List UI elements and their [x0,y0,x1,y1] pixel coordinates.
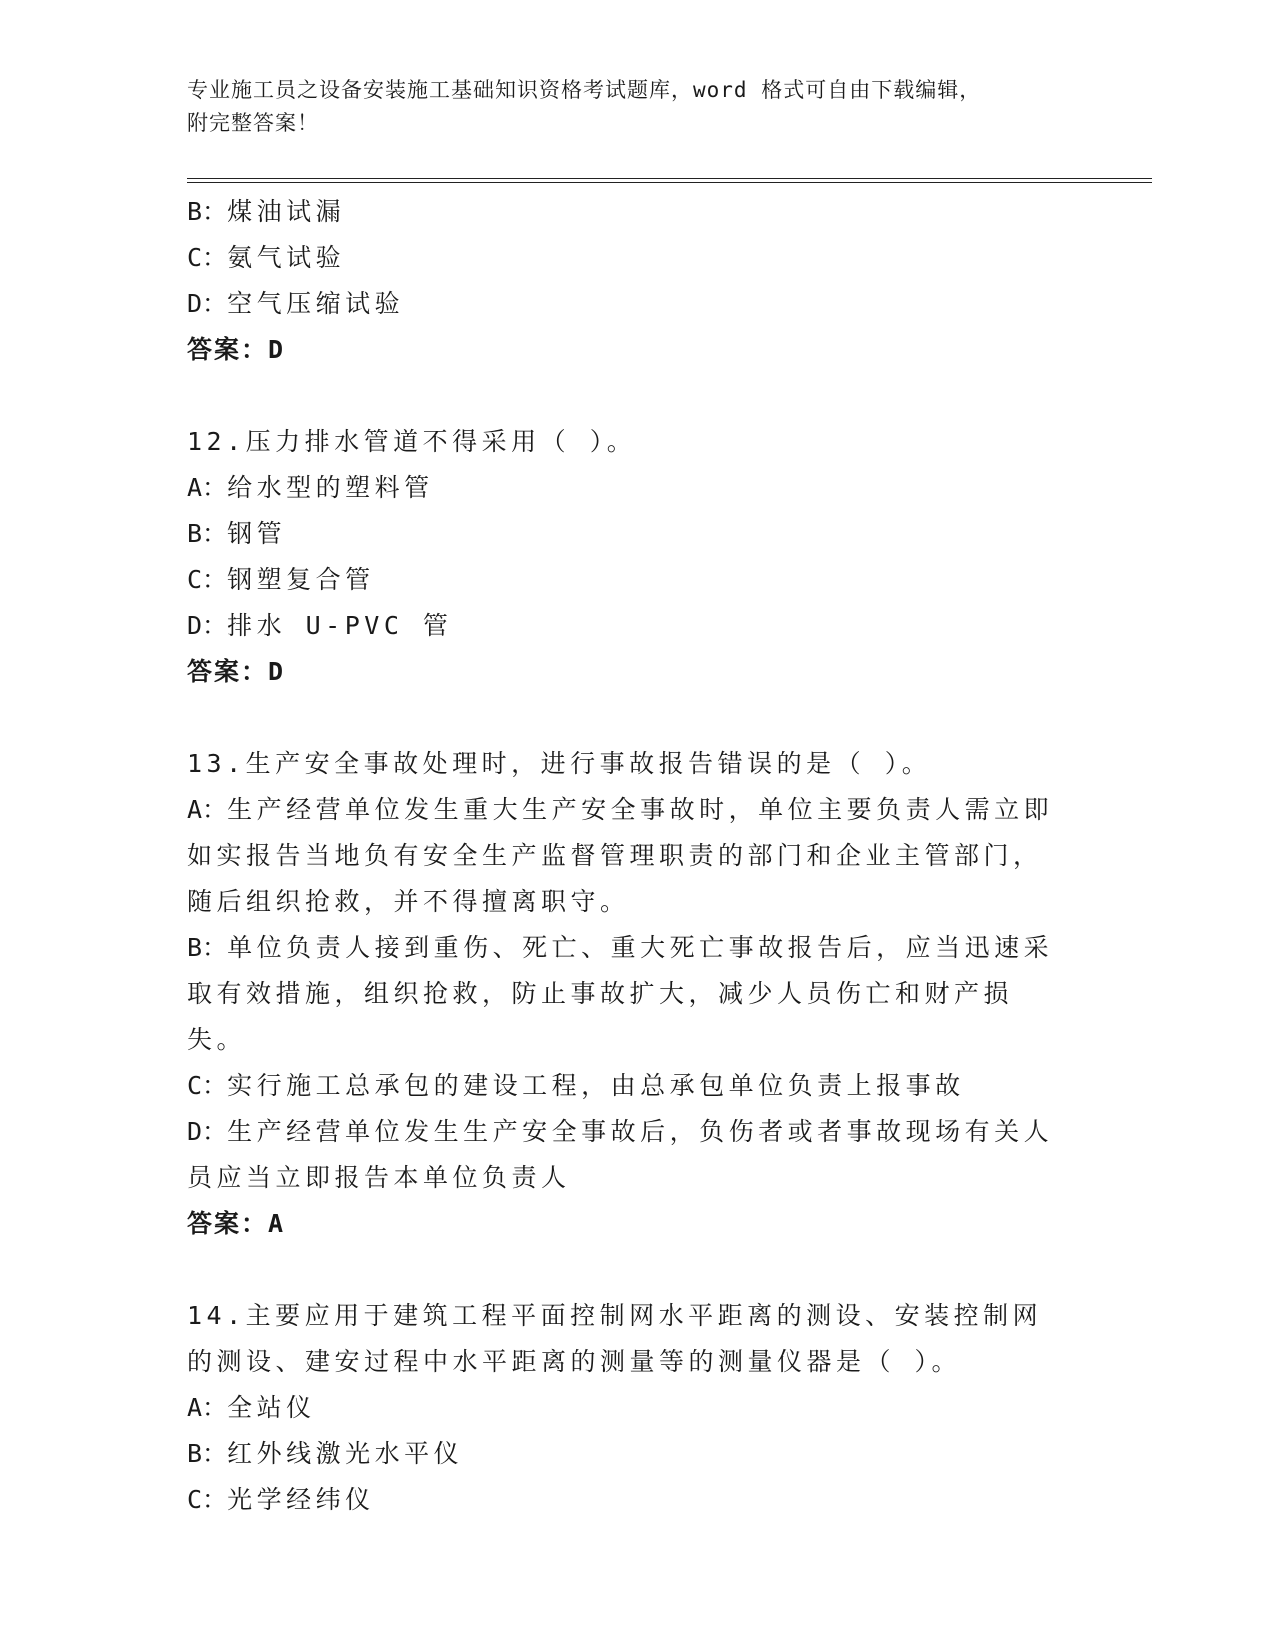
option-text: 给水型的塑料管 [227,473,434,502]
option-text: 光学经纬仪 [227,1485,375,1514]
question-list [187,189,1067,1523]
option-c [187,1477,1067,1523]
option-text: 生产经营单位发生重大生产安全事故时，单位主要负责人需立即如实报告当地负有安全生产监督管理职责的部门和企业主管部门，随后组织抢救，并不得擅离职守。 [187,795,1054,916]
option-key: C： [187,1485,228,1514]
question-11 [187,189,1067,373]
option-text: 实行施工总承包的建设工程，由总承包单位负责上报事故 [227,1071,965,1100]
option-d [187,603,1067,649]
option-d [187,281,1067,327]
option-text: 氨气试验 [227,243,346,272]
option-key: D： [187,1117,228,1146]
answer-value: A [268,1209,286,1238]
option-c [187,235,1067,281]
option-b [187,1431,1067,1477]
option-text: 排水 U-PVC 管 [227,611,453,640]
option-key: C： [187,243,228,272]
option-d [187,1109,1067,1201]
option-key: C： [187,565,228,594]
answer-line [187,1201,1067,1247]
answer-value: D [268,657,286,686]
question-stem: 14.主要应用于建筑工程平面控制网水平距离的测设、安装控制网的测设、建安过程中水平距离的测量等的测量仪器是（ ）。 [187,1301,1043,1376]
answer-value: D [268,335,286,364]
option-text: 钢塑复合管 [227,565,375,594]
answer-label: 答案： [187,1209,269,1238]
option-text: 空气压缩试验 [227,289,405,318]
option-b [187,189,1067,235]
option-key: A： [187,1393,228,1422]
option-key: B： [187,1439,228,1468]
question-13 [187,741,1067,1247]
option-text: 生产经营单位发生生产安全事故后，负伤者或者事故现场有关人员应当立即报告本单位负责人 [187,1117,1054,1192]
option-a [187,787,1067,925]
option-key: A： [187,473,228,502]
answer-label: 答案： [187,335,269,364]
answer-label: 答案： [187,657,269,686]
option-key: B： [187,519,228,548]
header-line-1: 专业施工员之设备安装施工基础知识资格考试题库，word 格式可自由下载编辑， [187,78,982,102]
option-key: C： [187,1071,228,1100]
option-key: D： [187,611,228,640]
option-text: 煤油试漏 [227,197,346,226]
option-key: B： [187,197,228,226]
question-12 [187,419,1067,695]
option-key: A： [187,795,228,824]
question-stem: 12.压力排水管道不得采用（ ）。 [187,427,637,456]
option-b [187,511,1067,557]
option-a [187,465,1067,511]
document-header [187,74,1067,140]
option-c [187,1063,1067,1109]
option-text: 红外线激光水平仪 [227,1439,464,1468]
option-text: 单位负责人接到重伤、死亡、重大死亡事故报告后，应当迅速采取有效措施，组织抢救，防止事故扩大，减少人员伤亡和财产损失。 [187,933,1054,1054]
answer-line [187,327,1067,373]
option-text: 全站仪 [227,1393,316,1422]
option-c [187,557,1067,603]
option-b [187,925,1067,1063]
option-key: B： [187,933,228,962]
question-stem: 13.生产安全事故处理时，进行事故报告错误的是（ ）。 [187,749,932,778]
option-text: 钢管 [227,519,287,548]
header-line-2: 附完整答案！ [187,111,319,135]
answer-line [187,649,1067,695]
option-a [187,1385,1067,1431]
header-double-rule [187,178,1152,183]
option-key: D： [187,289,228,318]
question-14 [187,1293,1067,1523]
